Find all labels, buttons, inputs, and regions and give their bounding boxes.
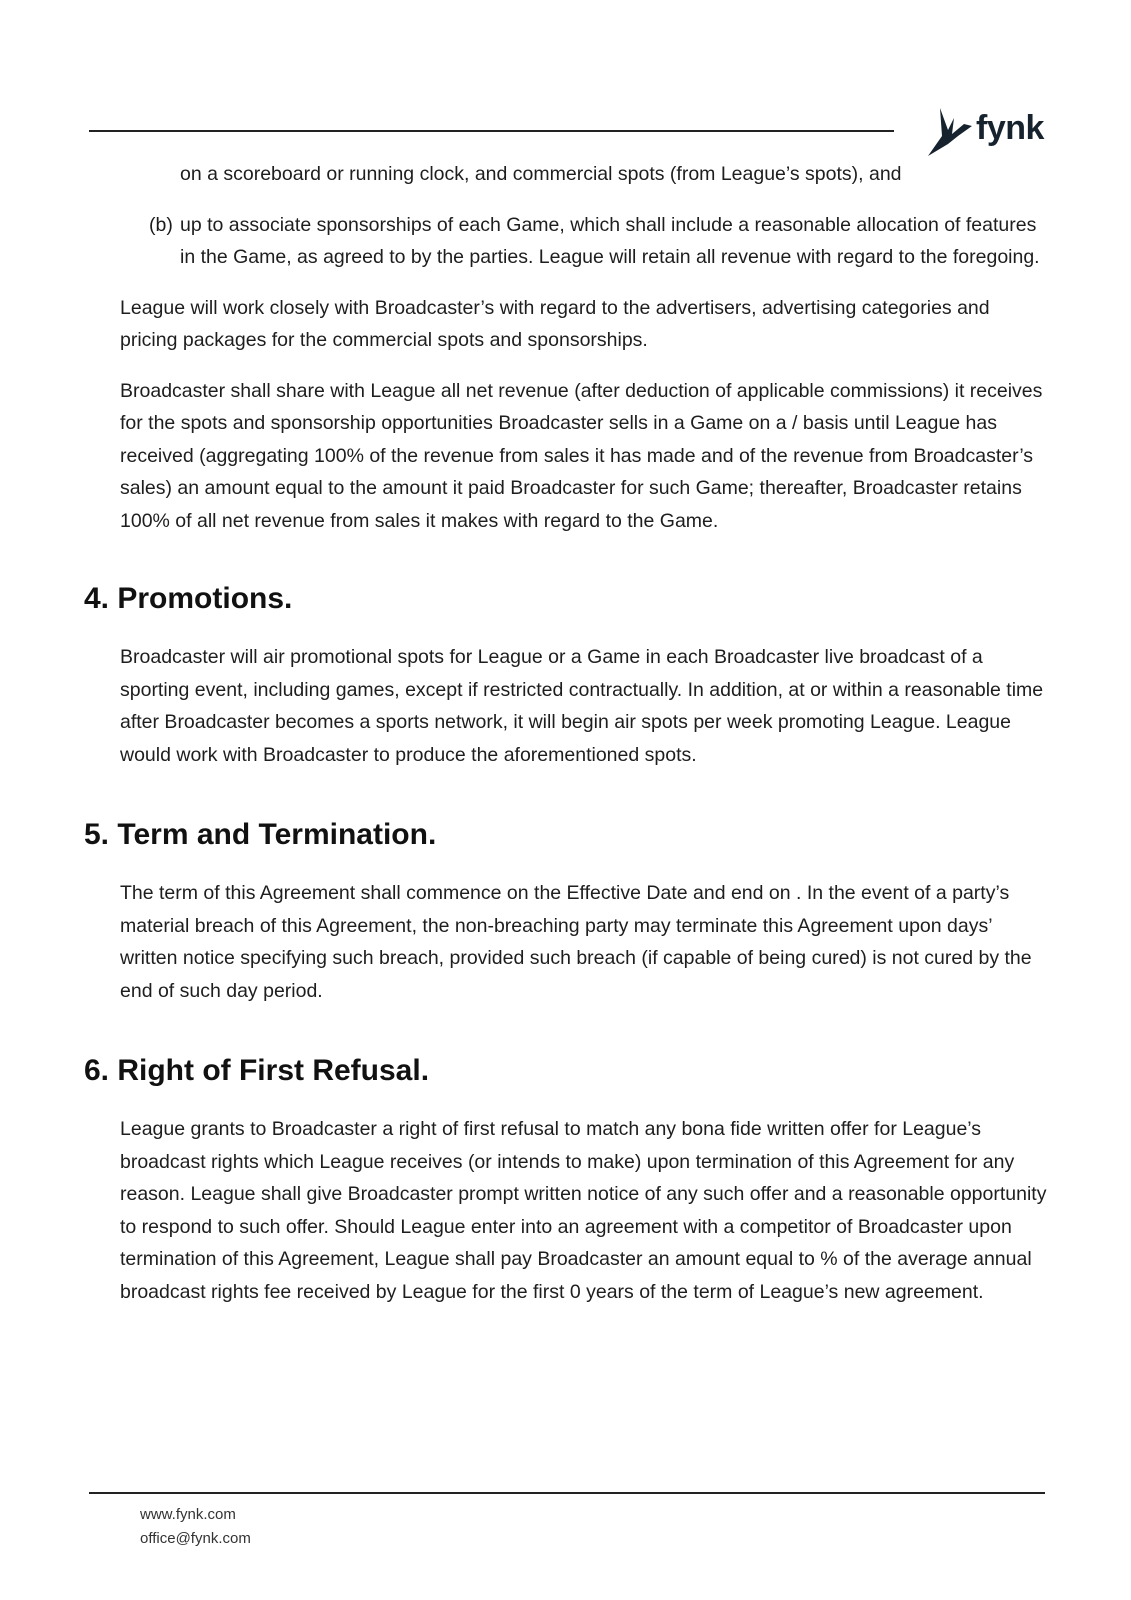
list-text: up to associate sponsorships of each Game, which shall include a reasonable allocation of features in the Game, as agreed to by the parties. League will retain all revenue with regard to the foregoing.: [180, 213, 1040, 268]
fynk-logo: [924, 106, 1054, 158]
footer: [140, 1503, 251, 1551]
continuation-line: on a scoreboard or running clock, and commercial spots (from League’s spots), and: [180, 163, 902, 185]
section-heading-right-of-first-refusal: 6. Right of First Refusal.: [84, 1054, 430, 1087]
document-body: [84, 158, 1050, 1308]
paragraph: Broadcaster shall share with League all net revenue (after deduction of applicable commissions) it receives for the spots and sponsorship opportunities Broadcaster sells in a Game on a / basis until League has received (aggregating 100% of the revenue from sales it has made and of the revenue from Broadcaster’s sales) an amount equal to the amount it paid Broadcaster for such Game; thereafter, Broadcaster retains 100% of all net revenue from sales it makes with regard to the Game.: [120, 379, 1043, 532]
list-marker: (b): [149, 213, 173, 236]
footer-website[interactable]: www.fynk.com: [140, 1506, 236, 1523]
footer-email[interactable]: office@fynk.com: [140, 1530, 251, 1547]
section-text-right-of-first-refusal: League grants to Broadcaster a right of first refusal to match any bona fide written offer for League’s broadcast rights which League receives (or intends to make) upon termination of this Agreement for any reason. League shall give Broadcaster prompt written notice of any such offer and a reasonable opportunity to respond to such offer. Should League enter into an agreement with a competitor of Broadcaster upon termination of this Agreement, League shall pay Broadcaster an amount equal to % of the average annual broadcast rights fee received by League for the first 0 years of the term of League’s new agreement.: [120, 1118, 1047, 1303]
paragraph: League will work closely with Broadcaster’s with regard to the advertisers, advertising categories and pricing packages for the commercial spots and sponsorships.: [120, 296, 990, 351]
header-rule: [89, 130, 894, 132]
fynk-bird-icon: [924, 106, 976, 158]
section-text-term: The term of this Agreement shall commence on the Effective Date and end on . In the event of a party’s material breach of this Agreement, the non-breaching party may terminate this Agreement upon days’ written notice specifying such breach, provided such breach (if capable of being cured) is not cured by the end of such day period.: [120, 882, 1032, 1002]
section-heading-promotions: 4. Promotions.: [84, 582, 293, 615]
section-text-promotions: Broadcaster will air promotional spots for League or a Game in each Broadcaster live broadcast of a sporting event, including games, except if restricted contractually. In addition, at or within a reasonable time after Broadcaster becomes a sports network, it will begin air spots per week promoting League. League would work with Broadcaster to produce the aforementioned spots.: [120, 646, 1044, 766]
footer-rule: [89, 1492, 1045, 1494]
logo-text: fynk: [976, 109, 1044, 147]
list-item-b: [120, 209, 1050, 274]
section-heading-term: 5. Term and Termination.: [84, 818, 437, 851]
